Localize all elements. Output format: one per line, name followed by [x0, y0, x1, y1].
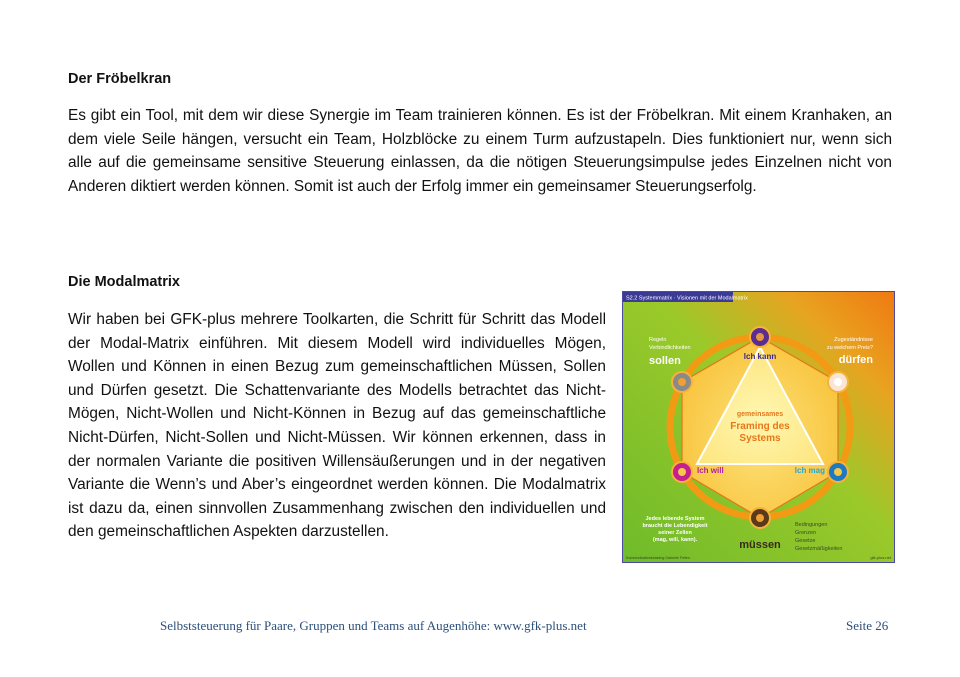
- label-ich-mag: Ich mag: [794, 466, 825, 475]
- node-ich-will-glow: [678, 468, 686, 476]
- node-sollen-glow: [678, 378, 686, 386]
- label-ich-kann: Ich kann: [743, 352, 777, 361]
- paragraph-modalmatrix: Wir haben bei GFK-plus mehrere Toolkarten, die Schritt für Schritt das Modell der Modal-Matrix einführen. Mit diesem Modell wird individuelles Mögen, Wollen und Können in einen Bezug zum gemeinschaftlichen Müssen, Sollen und Dürfen gesetzt. Die Schattenvariante des Modells betrachtet das Nicht-Mögen, Nicht-Wollen und Nicht-Können in Bezug auf das gemeinschaftliche Nicht-Dürfen, Nicht-Sollen und Nicht-Müssen. Wir können erkennen, dass in der normalen Variante die positiven Willensäußerungen und in der negativen Variante die Wenn’s und Aber’s eingeordnet werden können. Die Modalmatrix ist dazu da, einen sinnvollen Zusammenhang zwischen den individuellen und den gemeinschaftlichen Aspekten darzustellen.: [68, 311, 606, 541]
- page-number: Seite 26: [846, 618, 889, 633]
- figure-header-text: S2.2 Systemmatrix · Visionen mit der Modalmatrix: [626, 295, 748, 302]
- label-sollen: sollen: [649, 355, 681, 367]
- muessen-right-note-1: Bedingungen: [795, 522, 828, 528]
- page-footer-title: Selbststeuerung für Paare, Gruppen und Teams auf Augenhöhe: www.gfk-plus.net: [160, 618, 587, 633]
- label-duerfen: dürfen: [838, 354, 873, 366]
- duerfen-note-line1: Zugeständnisse: [834, 337, 873, 343]
- label-ich-will: Ich will: [697, 466, 724, 475]
- muessen-left-note-4: (mag, will, kann).: [652, 537, 698, 543]
- node-muessen-glow: [756, 514, 764, 522]
- muessen-left-note-3: seiner Zellen: [658, 530, 692, 536]
- center-label-small: gemeinsames: [736, 411, 784, 418]
- section-heading-modalmatrix: Die Modalmatrix: [68, 274, 180, 290]
- sollen-note-line1: Regeln: [649, 337, 667, 343]
- section-heading-froebelkran: Der Fröbelkran: [68, 71, 172, 87]
- muessen-right-note-2: Grenzen: [795, 530, 817, 536]
- muessen-right-note-3: Gesetze: [795, 538, 816, 544]
- node-duerfen-glow: [834, 378, 842, 386]
- sollen-note-line2: Verbindlichkeiten: [649, 345, 691, 351]
- figure-footer-right: gfk-plus.net: [870, 555, 891, 560]
- node-ich-mag-glow: [834, 468, 842, 476]
- modalmatrix-figure: [622, 291, 895, 563]
- label-muessen: müssen: [739, 539, 781, 551]
- muessen-left-note-2: braucht die Lebendigkeit: [642, 523, 708, 529]
- node-ich-kann-glow: [756, 333, 764, 341]
- center-label-line1: Framing des: [730, 421, 790, 432]
- muessen-left-note-1: Jedes lebende System: [645, 516, 705, 522]
- center-label-line2: Systems: [739, 433, 781, 444]
- muessen-right-note-4: Gesetzmäßigkeiten: [795, 546, 843, 552]
- paragraph-froebelkran: Es gibt ein Tool, mit dem wir diese Synergie im Team trainieren können. Es ist der Fröbelkran. Mit einem Kranhaken, an dem viele Seile hängen, versucht ein Team, Holzblöcke zu einem Turm aufzustapeln. Dies funktioniert nur, wenn sich alle auf die gemeinsame sensitive Steuerung einlassen, da die nötigen Steuerungsimpulse jedes Einzelnen nicht von Anderen diktiert werden können. Somit ist auch der Erfolg immer ein gemeinsamer Steuerungserfolg.: [68, 107, 892, 195]
- figure-footer-left: Kommunikationstraining Gabriele Felten: [626, 556, 690, 560]
- duerfen-note-line2: zu welchem Preis?: [826, 345, 873, 351]
